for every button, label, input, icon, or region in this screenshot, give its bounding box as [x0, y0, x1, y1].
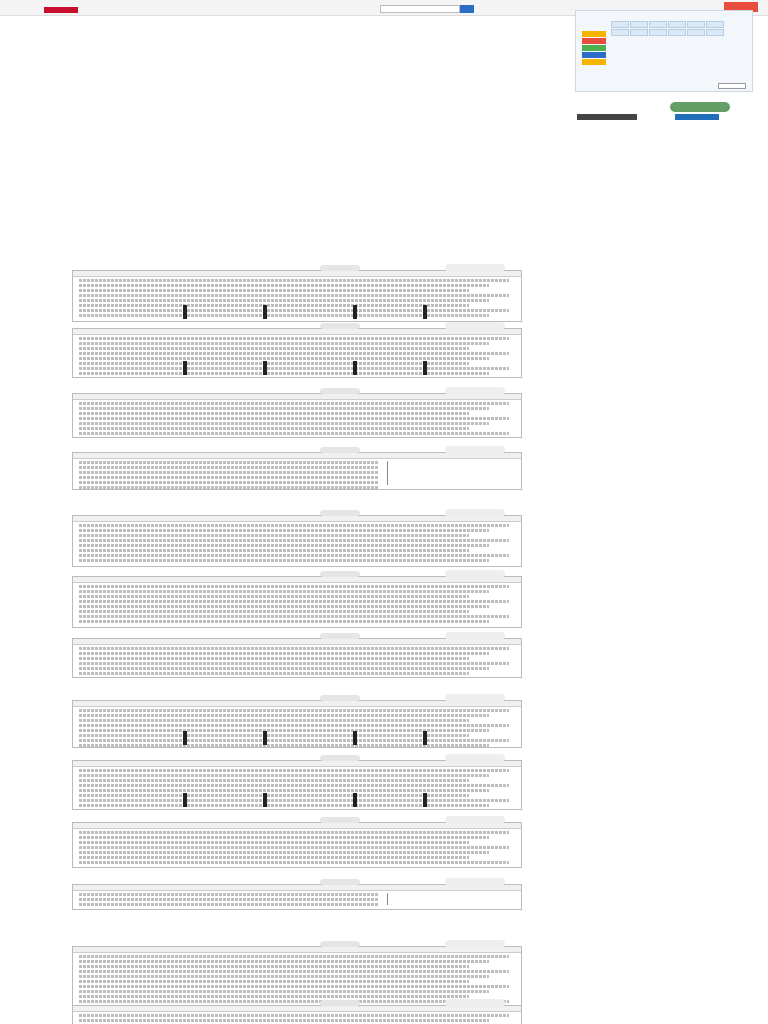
sponsor-logos	[575, 96, 753, 122]
page-text-line	[79, 719, 469, 722]
page-text-line	[79, 975, 489, 978]
page-text-line	[79, 585, 509, 588]
page-text-line	[79, 662, 509, 665]
page-field-marker	[423, 731, 427, 745]
page-text-line	[79, 337, 509, 340]
page-text-line	[79, 407, 489, 410]
page-text-line	[79, 893, 379, 896]
page-text-line	[79, 960, 489, 963]
document-page	[72, 1005, 522, 1024]
document-page	[72, 515, 522, 567]
page-indicator[interactable]	[320, 265, 360, 271]
page-text-line	[79, 284, 489, 287]
page-text-line	[79, 427, 469, 430]
page-text-line	[79, 524, 509, 527]
page-field-marker	[423, 305, 427, 319]
page-text-line	[79, 610, 469, 613]
search-input[interactable]	[380, 5, 460, 13]
page-field-marker	[183, 361, 187, 375]
sponsor-logo-right[interactable]	[670, 102, 730, 112]
page-nav-pill[interactable]	[445, 632, 505, 640]
page-table-divider	[387, 461, 388, 485]
page-text-line	[79, 279, 509, 282]
document-page	[72, 884, 522, 910]
document-page	[72, 393, 522, 438]
page-text-line	[79, 486, 379, 489]
page-text-line	[79, 965, 469, 968]
page-text-line	[79, 846, 509, 849]
page-nav-pill[interactable]	[445, 878, 505, 886]
page-text-line	[79, 559, 489, 562]
page-text-line	[79, 856, 469, 859]
page-text-line	[79, 970, 509, 973]
page-text-line	[79, 412, 469, 415]
page-text-line	[79, 299, 489, 302]
page-text-line	[79, 804, 489, 807]
page-text-line	[79, 990, 489, 993]
page-text-line	[79, 605, 489, 608]
page-text-line	[79, 779, 469, 782]
page-text-line	[79, 590, 489, 593]
page-text-line	[79, 615, 509, 618]
page-text-line	[79, 600, 509, 603]
page-text-line	[79, 372, 489, 375]
document-page	[72, 328, 522, 378]
page-indicator[interactable]	[320, 388, 360, 394]
page-text-line	[79, 314, 489, 317]
page-text-line	[79, 620, 489, 623]
page-text-line	[79, 417, 509, 420]
document-page	[72, 760, 522, 810]
page-text-line	[79, 471, 379, 474]
page-text-line	[79, 789, 489, 792]
page-field-marker	[263, 361, 267, 375]
page-text-line	[79, 724, 509, 727]
page-nav-pill[interactable]	[445, 940, 505, 948]
page-nav-pill[interactable]	[445, 816, 505, 824]
page-text-line	[79, 794, 469, 797]
sponsor-badge-right[interactable]	[675, 114, 719, 120]
page-field-marker	[353, 793, 357, 807]
page-text-line	[79, 352, 509, 355]
page-text-line	[79, 898, 379, 901]
page-text-line	[79, 461, 379, 464]
page-text-line	[79, 784, 509, 787]
page-text-line	[79, 539, 509, 542]
document-page	[72, 822, 522, 868]
ad-button[interactable]	[718, 83, 746, 89]
page-indicator[interactable]	[320, 323, 360, 329]
page-text-line	[79, 309, 509, 312]
page-indicator[interactable]	[320, 571, 360, 577]
page-field-marker	[263, 793, 267, 807]
document-page	[72, 638, 522, 678]
page-text-line	[79, 549, 469, 552]
page-text-line	[79, 367, 509, 370]
page-text-line	[79, 799, 509, 802]
page-text-line	[79, 647, 509, 650]
page-field-marker	[423, 361, 427, 375]
page-indicator[interactable]	[320, 941, 360, 947]
page-text-line	[79, 432, 509, 435]
page-field-marker	[353, 361, 357, 375]
ad-grid	[611, 21, 724, 36]
page-field-marker	[353, 305, 357, 319]
page-text-line	[79, 851, 489, 854]
page-text-line	[79, 841, 469, 844]
page-indicator[interactable]	[320, 817, 360, 823]
page-nav-pill[interactable]	[445, 999, 505, 1007]
page-text-line	[79, 304, 469, 307]
page-text-line	[79, 554, 509, 557]
page-field-marker	[183, 305, 187, 319]
page-nav-pill[interactable]	[445, 264, 505, 272]
page-text-line	[79, 466, 379, 469]
document-page	[72, 700, 522, 748]
page-text-line	[79, 657, 469, 660]
page-indicator[interactable]	[320, 755, 360, 761]
page-indicator[interactable]	[320, 1000, 360, 1006]
page-indicator[interactable]	[320, 695, 360, 701]
document-page	[72, 270, 522, 322]
page-text-line	[79, 744, 489, 747]
page-text-line	[79, 955, 509, 958]
page-text-line	[79, 729, 489, 732]
page-text-line	[79, 831, 509, 834]
search-button[interactable]	[460, 5, 474, 13]
page-text-line	[79, 734, 469, 737]
page-text-line	[79, 985, 509, 988]
page-text-line	[79, 294, 509, 297]
page-text-line	[79, 714, 489, 717]
page-text-line	[79, 289, 469, 292]
document-page	[72, 946, 522, 1006]
page-text-line	[79, 342, 489, 345]
page-text-line	[79, 995, 469, 998]
page-text-line	[79, 980, 469, 983]
page-nav-pill[interactable]	[445, 754, 505, 762]
ad-color-bars	[582, 31, 606, 66]
sidebar	[575, 10, 753, 122]
document-page	[72, 452, 522, 490]
page-field-marker	[183, 793, 187, 807]
page-text-line	[79, 529, 489, 532]
site-logo[interactable]	[44, 7, 78, 13]
page-text-line	[79, 544, 489, 547]
page-field-marker	[263, 305, 267, 319]
page-text-line	[79, 652, 489, 655]
sidebar-ad[interactable]	[575, 10, 753, 92]
page-text-line	[79, 739, 509, 742]
page-nav-pill[interactable]	[445, 694, 505, 702]
page-text-line	[79, 861, 509, 864]
page-text-line	[79, 347, 469, 350]
page-field-marker	[353, 731, 357, 745]
sponsor-badge-left[interactable]	[577, 114, 637, 120]
page-field-marker	[183, 731, 187, 745]
page-nav-pill[interactable]	[445, 446, 505, 454]
page-indicator[interactable]	[320, 510, 360, 516]
page-nav-pill[interactable]	[445, 509, 505, 517]
page-text-line	[79, 769, 509, 772]
page-indicator[interactable]	[320, 447, 360, 453]
page-nav-pill[interactable]	[445, 387, 505, 395]
document-page	[72, 576, 522, 628]
page-text-line	[79, 476, 379, 479]
page-text-line	[79, 667, 489, 670]
page-text-line	[79, 357, 489, 360]
page-text-line	[79, 903, 379, 906]
page-field-marker	[263, 731, 267, 745]
page-text-line	[79, 422, 489, 425]
page-text-line	[79, 1019, 489, 1022]
page-indicator[interactable]	[320, 879, 360, 885]
page-table-divider	[387, 893, 388, 905]
page-text-line	[79, 534, 469, 537]
document-body	[32, 22, 566, 258]
page-text-line	[79, 1014, 509, 1017]
page-text-line	[79, 595, 469, 598]
page-nav-pill[interactable]	[445, 322, 505, 330]
page-text-line	[79, 774, 489, 777]
page-text-line	[79, 709, 509, 712]
page-indicator[interactable]	[320, 633, 360, 639]
page-text-line	[79, 481, 379, 484]
page-text-line	[79, 836, 489, 839]
page-text-line	[79, 362, 469, 365]
page-field-marker	[423, 793, 427, 807]
page-text-line	[79, 402, 509, 405]
page-text-line	[79, 672, 469, 675]
page-nav-pill[interactable]	[445, 570, 505, 578]
